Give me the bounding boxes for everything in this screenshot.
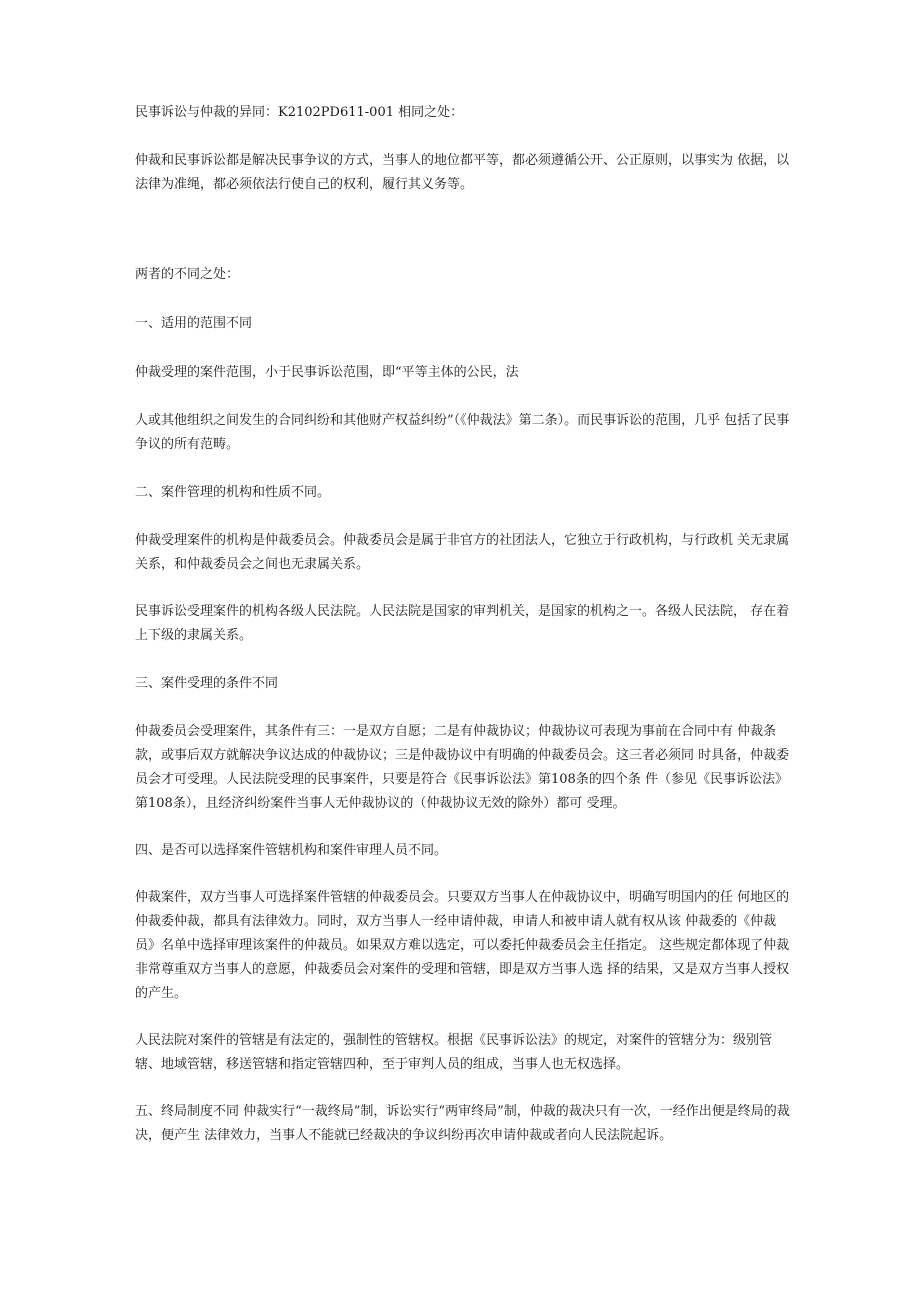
- paragraph-similarities: 仲裁和民事诉讼都是解决民事争议的方式，当事人的地位都平等，都必须遵循公开、公正原则，以事实为 依据，以法律为准绳，都必须依法行使自己的权利，履行其义务等。: [135, 153, 790, 192]
- differences-intro: 两者的不同之处：: [135, 267, 240, 282]
- paragraph-4a: 仲裁案件，双方当事人可选择案件管辖的仲裁委员会。只要双方当事人在仲裁协议中，明确写明国内的任 何地区的仲裁委仲裁，都具有法律效力。同时，双方当事人一经申请仲裁，申请人和被申请人就有权从该 仲裁委的《仲裁员》名单中选择审理该案件的仲裁员。如果双方难以选定，可以委托仲裁委员会主任指定。 这些规定都体现了仲裁非常尊重双方当事人的意愿，仲裁委员会对案件的受理和管辖，即是双方当事人选 择的结果，又是双方当事人授权的产生。: [135, 890, 790, 1001]
- paragraph-5: 五、终局制度不同 仲裁实行“一裁终局”制，诉讼实行“两审终局”制，仲裁的裁决只有一次，一经作出便是终局的裁决，便产生 法律效力，当事人不能就已经裁决的争议纠纷再次申请仲裁或者向人民法院起诉。: [135, 1104, 790, 1143]
- paragraph-1b: 人或其他组织之间发生的合同纠纷和其他财产权益纠纷”（《仲裁法》第二条）。而民事诉讼的范围，几乎 包括了民事争议的所有范畴。: [135, 413, 790, 452]
- heading-3: 三、案件受理的条件不同: [135, 676, 279, 691]
- paragraph-1a: 仲裁受理的案件范围，小于民事诉讼范围，即“平等主体的公民，法: [135, 365, 519, 380]
- paragraph-4b: 人民法院对案件的管辖是有法定的，强制性的管辖权。根据《民事诉讼法》的规定，对案件的管辖分为：级别管辖、地域管辖，移送管辖和指定管辖四种，至于审判人员的组成，当事人也无权选择。: [135, 1033, 773, 1072]
- document-title: 民事诉讼与仲裁的异同：K2102PD611-001 相同之处：: [135, 105, 464, 120]
- paragraph-2b: 民事诉讼受理案件的机构各级人民法院。人民法院是国家的审判机关，是国家的机构之一。各级人民法院， 存在着上下级的隶属关系。: [135, 604, 790, 643]
- heading-2: 二、案件管理的机构和性质不同。: [135, 485, 331, 500]
- heading-4: 四、是否可以选择案件管辖机构和案件审理人员不同。: [135, 843, 448, 858]
- paragraph-3: 仲裁委员会受理案件，其条件有三：一是双方自愿；二是有仲裁协议；仲裁协议可表现为事前在合同中有 仲裁条款，或事后双方就解决争议达成的仲裁协议；三是仲裁协议中有明确的仲裁委员会。这三者必须同 时具备，仲裁委员会才可受理。人民法院受理的民事案件，只要是符合《民事诉讼法》第108条的四个条 件（参见《民事诉讼法》第108条），且经济纠纷案件当事人无仲裁协议的（仲裁协议无效的除外）都可 受理。: [135, 724, 790, 811]
- paragraph-2a: 仲裁受理案件的机构是仲裁委员会。仲裁委员会是属于非官方的社团法人，它独立于行政机构，与行政机 关无隶属关系，和仲裁委员会之间也无隶属关系。: [135, 533, 790, 572]
- heading-1: 一、适用的范围不同: [135, 316, 253, 331]
